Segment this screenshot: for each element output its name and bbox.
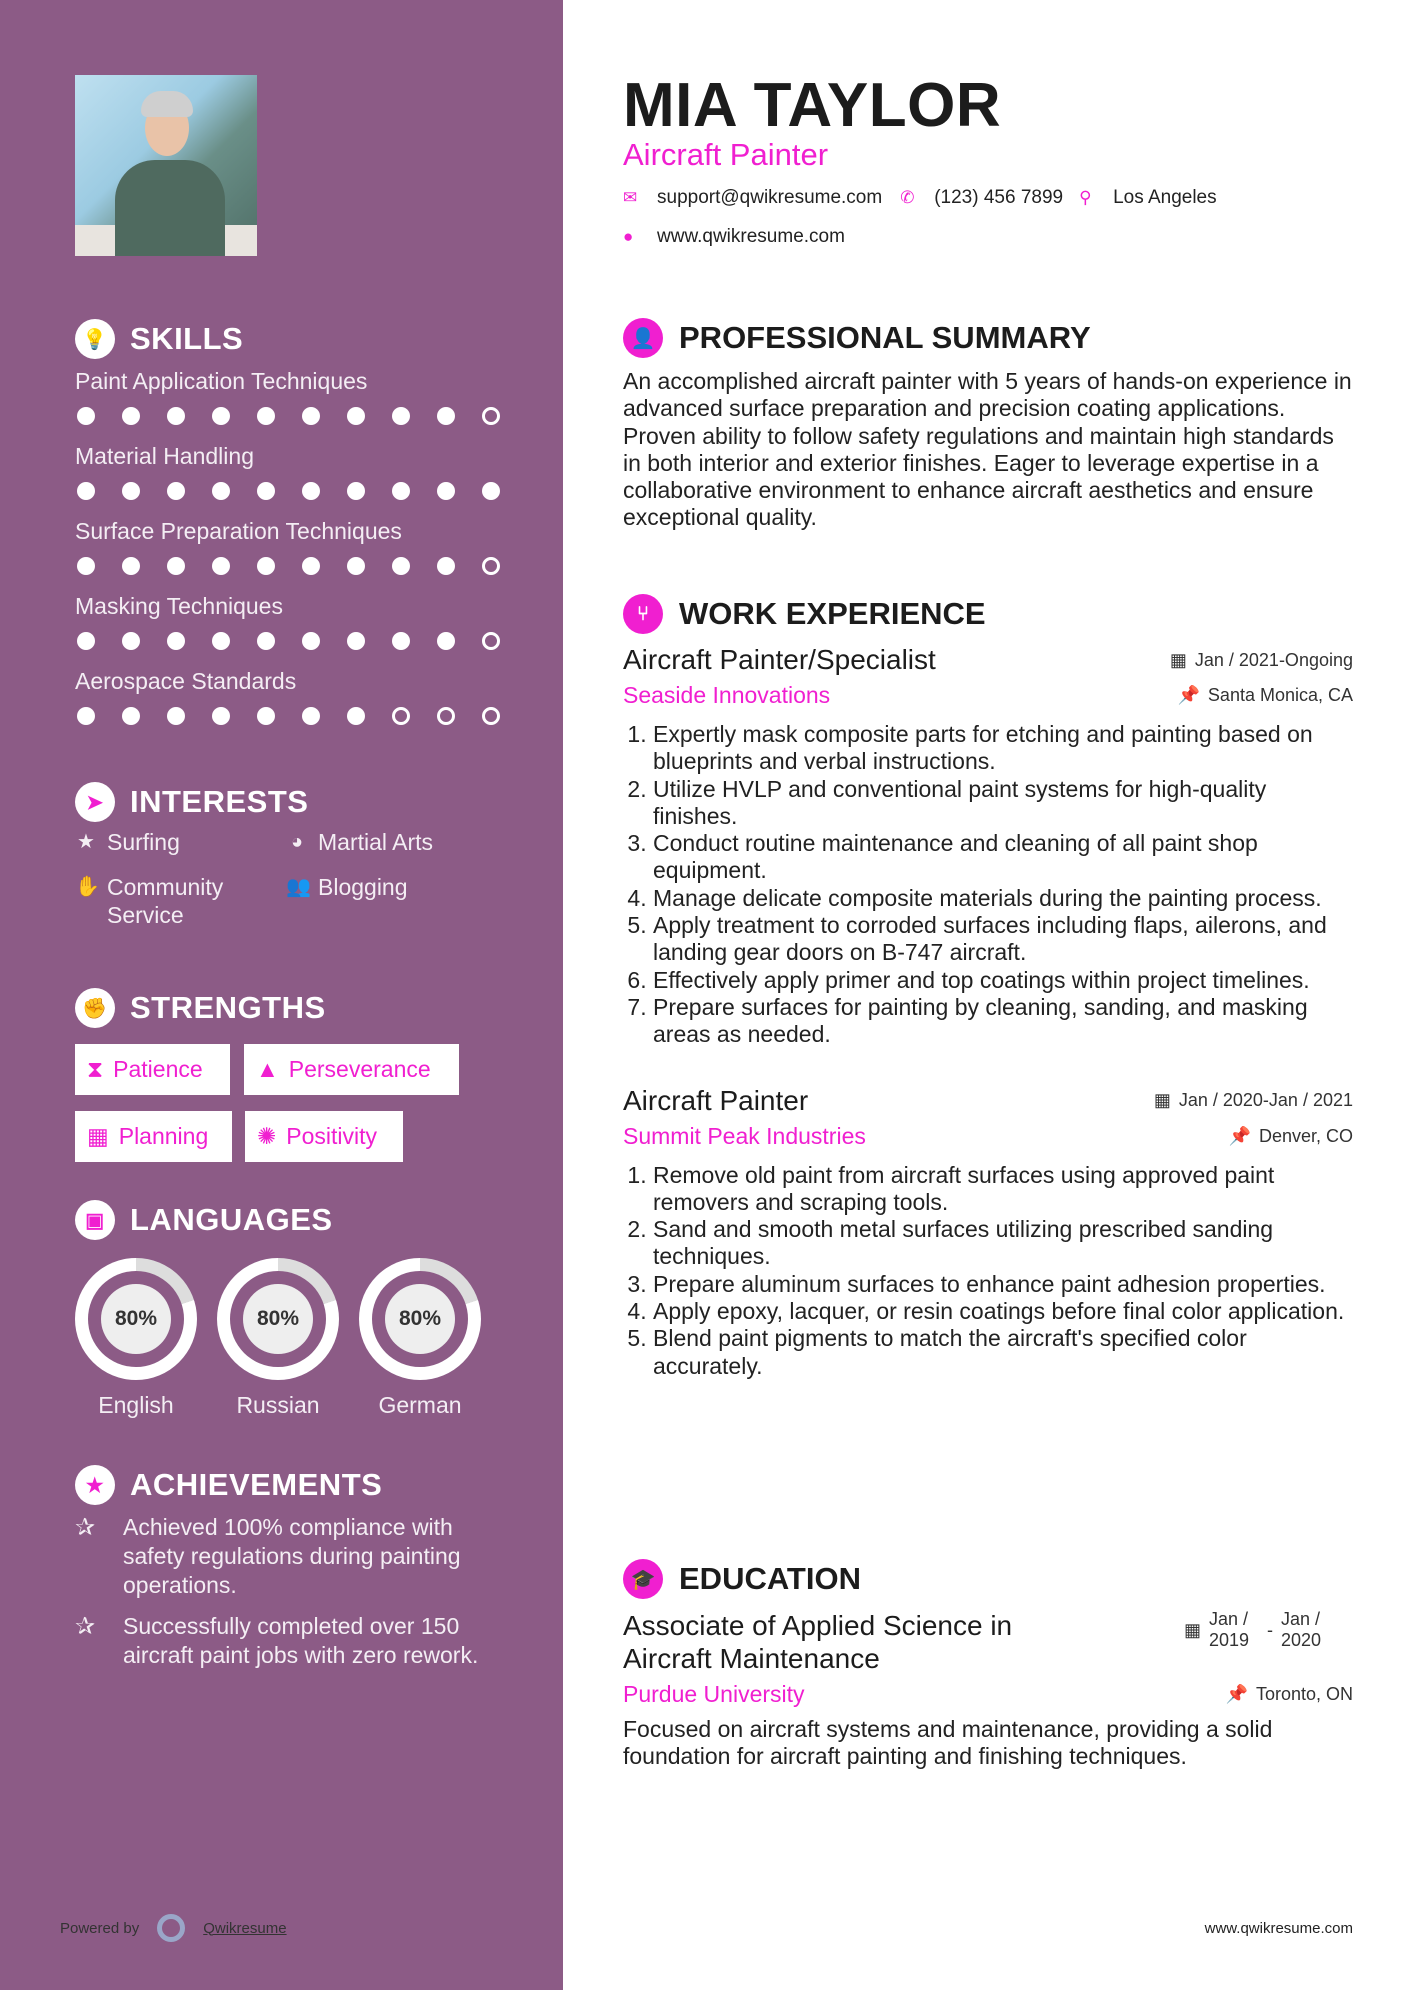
rating-dot xyxy=(392,557,410,575)
rating-dot xyxy=(437,557,455,575)
job-role: Aircraft Painter/Specialist xyxy=(623,644,936,675)
strength-label: Positivity xyxy=(286,1123,378,1149)
degree: Associate of Applied Science in Aircraft Maintenance xyxy=(623,1610,1013,1674)
users-icon: 👥 xyxy=(286,876,311,898)
strengths-heading xyxy=(75,988,326,1028)
rating-dot xyxy=(257,482,275,500)
road-icon: ▲ xyxy=(256,1056,279,1082)
skill-label: Material Handling xyxy=(75,443,254,469)
rating-dot xyxy=(77,557,95,575)
star-icon: ★ xyxy=(77,831,95,853)
footer-website[interactable]: www.qwikresume.com xyxy=(1204,1920,1353,1937)
rating-dot xyxy=(482,557,500,575)
job-dates xyxy=(1154,1090,1353,1111)
profile-photo xyxy=(75,75,257,256)
list-item: 6. Effectively apply primer and top coatings within project timelines. xyxy=(653,967,1353,994)
rating-dot xyxy=(437,407,455,425)
rating-dot xyxy=(212,482,230,500)
education-dates xyxy=(1184,1609,1331,1651)
rating-dot xyxy=(347,407,365,425)
experience-title: WORK EXPERIENCE xyxy=(679,596,986,631)
interest-label: Community Service xyxy=(107,874,224,928)
education-title: EDUCATION xyxy=(679,1561,861,1596)
strength-badge xyxy=(75,1111,232,1162)
dates-text: Jan / 2020-Jan / 2021 xyxy=(1178,1090,1353,1111)
dates-text: Jan / 2021-Ongoing xyxy=(1194,649,1353,670)
strength-badge xyxy=(75,1044,230,1095)
rating-dot xyxy=(392,407,410,425)
company: Seaside Innovations xyxy=(623,682,831,708)
responsibilities-list xyxy=(623,721,1353,1049)
interest-label: Surfing xyxy=(107,829,180,855)
rating-dot xyxy=(437,482,455,500)
interest-item xyxy=(75,828,180,856)
language-item xyxy=(217,1258,348,1419)
rating-dot xyxy=(167,482,185,500)
qwikresume-logo-icon xyxy=(157,1914,185,1942)
job-dates xyxy=(1170,650,1353,671)
language-ring xyxy=(359,1258,481,1380)
start-date: Jan / 2019 xyxy=(1209,1609,1250,1650)
location-text: Toronto, ON xyxy=(1255,1684,1353,1704)
summary-text: An accomplished aircraft painter with 5 years of hands-on experience in advanced surface preparation and precision coating applications. Proven ability to follow safety regulations and maintain high standards in both interior and exterior finishes. Eager to leverage expertise in a collaborative environment to enhance aircraft aesthetics and ensure exceptional quality. xyxy=(623,368,1352,531)
globe-icon: ● xyxy=(623,227,634,246)
language-label: Russian xyxy=(236,1392,320,1418)
end-date: Jan / 2020 xyxy=(1281,1609,1322,1650)
rating-dot xyxy=(167,407,185,425)
pushpin-icon: 📌 xyxy=(1177,685,1200,705)
contact-row xyxy=(623,187,1353,209)
interest-label: Martial Arts xyxy=(318,829,434,855)
rating-dot xyxy=(392,482,410,500)
strength-label: Patience xyxy=(113,1056,203,1082)
achievement-text: Successfully completed over 150 aircraft paint jobs with zero rework. xyxy=(123,1613,479,1668)
skill-item xyxy=(75,593,515,650)
lightbulb-icon: 💡 xyxy=(75,319,115,359)
paper-plane-icon: ➤ xyxy=(75,782,115,822)
list-item: 3. Prepare aluminum surfaces to enhance paint adhesion properties. xyxy=(653,1271,1353,1298)
summary-section xyxy=(623,318,1353,532)
location-text: Santa Monica, CA xyxy=(1207,685,1353,705)
rating-dot xyxy=(212,557,230,575)
sun-icon: ✺ xyxy=(257,1123,277,1149)
envelope-icon: ✉ xyxy=(623,188,638,207)
achievements-title: ACHIEVEMENTS xyxy=(130,1467,383,1502)
language-label: English xyxy=(98,1392,174,1418)
rating-dot xyxy=(77,707,95,725)
location: Los Angeles xyxy=(1113,187,1217,208)
rating-dot xyxy=(77,407,95,425)
rating-dot xyxy=(347,632,365,650)
achievement-item xyxy=(75,1612,505,1670)
list-item: 5. Apply treatment to corroded surfaces including flaps, ailerons, and landing gear doors on B-747 aircraft. xyxy=(653,912,1353,967)
rating-dot xyxy=(122,407,140,425)
rating-dot xyxy=(212,407,230,425)
shooting-star-icon: ✰ xyxy=(75,1514,96,1541)
rating-dot xyxy=(437,707,455,725)
rating-dot xyxy=(302,632,320,650)
rating-dot xyxy=(212,707,230,725)
strength-label: Perseverance xyxy=(288,1056,431,1082)
skill-rating xyxy=(77,707,515,725)
rating-dot xyxy=(302,482,320,500)
list-item: 1. Remove old paint from aircraft surfaces using approved paint removers and scraping tools. xyxy=(653,1162,1353,1217)
strength-badge xyxy=(245,1111,403,1162)
languages-heading xyxy=(75,1200,333,1240)
date-separator: - xyxy=(1267,1619,1273,1640)
header xyxy=(623,70,1353,248)
rating-dot xyxy=(122,482,140,500)
phone-icon: ✆ xyxy=(900,188,915,207)
powered-by xyxy=(60,1914,287,1942)
language-card-icon: ▣ xyxy=(75,1200,115,1240)
skill-label: Paint Application Techniques xyxy=(75,368,368,394)
skill-rating xyxy=(77,407,515,425)
rating-dot xyxy=(482,707,500,725)
list-item: 5. Blend paint pigments to match the aircraft's specified color accurately. xyxy=(653,1325,1353,1380)
job-location xyxy=(1229,1126,1353,1147)
rating-dot xyxy=(77,482,95,500)
strength-label: Planning xyxy=(118,1123,209,1149)
job-title: Aircraft Painter xyxy=(623,137,829,172)
education-section xyxy=(623,1559,1353,1771)
language-ring xyxy=(75,1258,197,1380)
globe-icon: ◕ xyxy=(290,831,304,853)
phone: (123) 456 7899 xyxy=(934,187,1064,208)
strength-badge xyxy=(244,1044,459,1095)
list-item: 4. Manage delicate composite materials during the painting process. xyxy=(653,885,1353,912)
experience-section xyxy=(623,594,1353,1380)
rating-dot xyxy=(392,632,410,650)
language-label: German xyxy=(378,1392,462,1418)
rating-dot xyxy=(347,557,365,575)
rating-dot xyxy=(482,482,500,500)
shooting-star-icon: ✰ xyxy=(75,1613,96,1640)
job-location xyxy=(1178,685,1354,706)
email[interactable]: support@qwikresume.com xyxy=(657,187,883,208)
location-text: Denver, CO xyxy=(1258,1125,1353,1146)
rating-dot xyxy=(167,557,185,575)
list-item: 1. Expertly mask composite parts for etching and painting based on blueprints and verbal instructions. xyxy=(653,721,1353,776)
language-percent: 80% xyxy=(101,1284,171,1354)
skill-label: Surface Preparation Techniques xyxy=(75,518,402,544)
rating-dot xyxy=(122,557,140,575)
job-role: Aircraft Painter xyxy=(623,1084,809,1116)
education-location xyxy=(1226,1684,1353,1705)
rating-dot xyxy=(347,482,365,500)
rating-dot xyxy=(167,632,185,650)
office-chair-icon: ⑂ xyxy=(623,594,663,634)
list-item: 4. Apply epoxy, lacquer, or resin coatings before final color application. xyxy=(653,1298,1353,1325)
rating-dot xyxy=(257,632,275,650)
rating-dot xyxy=(167,707,185,725)
website[interactable]: www.qwikresume.com xyxy=(657,226,845,247)
responsibilities-list xyxy=(623,1162,1353,1380)
achievement-item xyxy=(75,1513,505,1600)
language-percent: 80% xyxy=(243,1284,313,1354)
map-pin-icon: ⚲ xyxy=(1079,188,1092,207)
rating-dot xyxy=(302,707,320,725)
powered-by-label: Powered by xyxy=(60,1919,140,1937)
language-item xyxy=(75,1258,206,1419)
rating-dot xyxy=(77,632,95,650)
star-badge-icon: ★ xyxy=(75,1465,115,1505)
rating-dot xyxy=(347,707,365,725)
skill-label: Masking Techniques xyxy=(75,593,283,619)
rating-dot xyxy=(257,407,275,425)
language-percent: 80% xyxy=(385,1284,455,1354)
calendar-icon: ▦ xyxy=(87,1123,109,1149)
skill-item xyxy=(75,443,515,500)
hand-icon: ✋ xyxy=(75,876,100,898)
rating-dot xyxy=(257,557,275,575)
pushpin-icon: 📌 xyxy=(1228,1125,1251,1146)
rating-dot xyxy=(482,632,500,650)
skill-rating xyxy=(77,557,515,575)
interests-title: INTERESTS xyxy=(130,784,309,819)
rating-dot xyxy=(122,632,140,650)
company: Summit Peak Industries xyxy=(623,1122,866,1149)
pushpin-icon: 📌 xyxy=(1225,1684,1248,1704)
languages-title: LANGUAGES xyxy=(130,1202,333,1237)
rating-dot xyxy=(482,407,500,425)
rating-dot xyxy=(437,632,455,650)
website-row xyxy=(623,226,1353,248)
list-item: 7. Prepare surfaces for painting by cleaning, sanding, and masking areas as needed. xyxy=(653,994,1353,1049)
rating-dot xyxy=(257,707,275,725)
qwikresume-link[interactable]: Qwikresume xyxy=(203,1919,287,1937)
language-item xyxy=(359,1258,490,1419)
calendar-icon: ▦ xyxy=(1169,649,1187,670)
strengths-title: STRENGTHS xyxy=(130,990,326,1025)
skill-rating xyxy=(77,482,515,500)
achievement-text: Achieved 100% compliance with safety regulations during painting operations. xyxy=(123,1514,461,1598)
school: Purdue University xyxy=(623,1681,805,1707)
education-text: Focused on aircraft systems and maintenance, providing a solid foundation for aircraft painting and finishing techniques. xyxy=(623,1716,1273,1770)
job-entry xyxy=(623,1085,1353,1380)
skill-item xyxy=(75,518,515,575)
rating-dot xyxy=(392,707,410,725)
interest-item xyxy=(286,873,408,901)
sidebar xyxy=(0,0,563,1990)
achievements-heading xyxy=(75,1465,382,1505)
rating-dot xyxy=(212,632,230,650)
graduate-icon: 🎓 xyxy=(623,1559,663,1599)
calendar-icon: ▦ xyxy=(1153,1090,1171,1111)
list-item: 2. Sand and smooth metal surfaces utilizing prescribed sanding techniques. xyxy=(653,1216,1353,1271)
skill-label: Aerospace Standards xyxy=(75,668,297,694)
skills-heading xyxy=(75,319,243,359)
skill-item xyxy=(75,668,515,725)
interests-heading xyxy=(75,782,308,822)
interest-item xyxy=(286,828,433,856)
candidate-name: MIA TAYLOR xyxy=(623,71,1002,140)
interest-item xyxy=(75,873,255,929)
summary-title: PROFESSIONAL SUMMARY xyxy=(679,320,1091,355)
skill-item xyxy=(75,368,515,425)
job-entry xyxy=(623,644,1353,1049)
language-ring xyxy=(217,1258,339,1380)
hourglass-icon: ⧗ xyxy=(87,1056,104,1082)
rating-dot xyxy=(122,707,140,725)
user-icon: 👤 xyxy=(623,318,663,358)
list-item: 2. Utilize HVLP and conventional paint systems for high-quality finishes. xyxy=(653,776,1353,831)
rating-dot xyxy=(302,557,320,575)
skills-title: SKILLS xyxy=(130,321,244,356)
calendar-icon: ▦ xyxy=(1183,1619,1201,1640)
interest-label: Blogging xyxy=(318,874,408,900)
rating-dot xyxy=(302,407,320,425)
skill-rating xyxy=(77,632,515,650)
fist-icon: ✊ xyxy=(75,988,115,1028)
list-item: 3. Conduct routine maintenance and cleaning of all paint shop equipment. xyxy=(653,830,1353,885)
